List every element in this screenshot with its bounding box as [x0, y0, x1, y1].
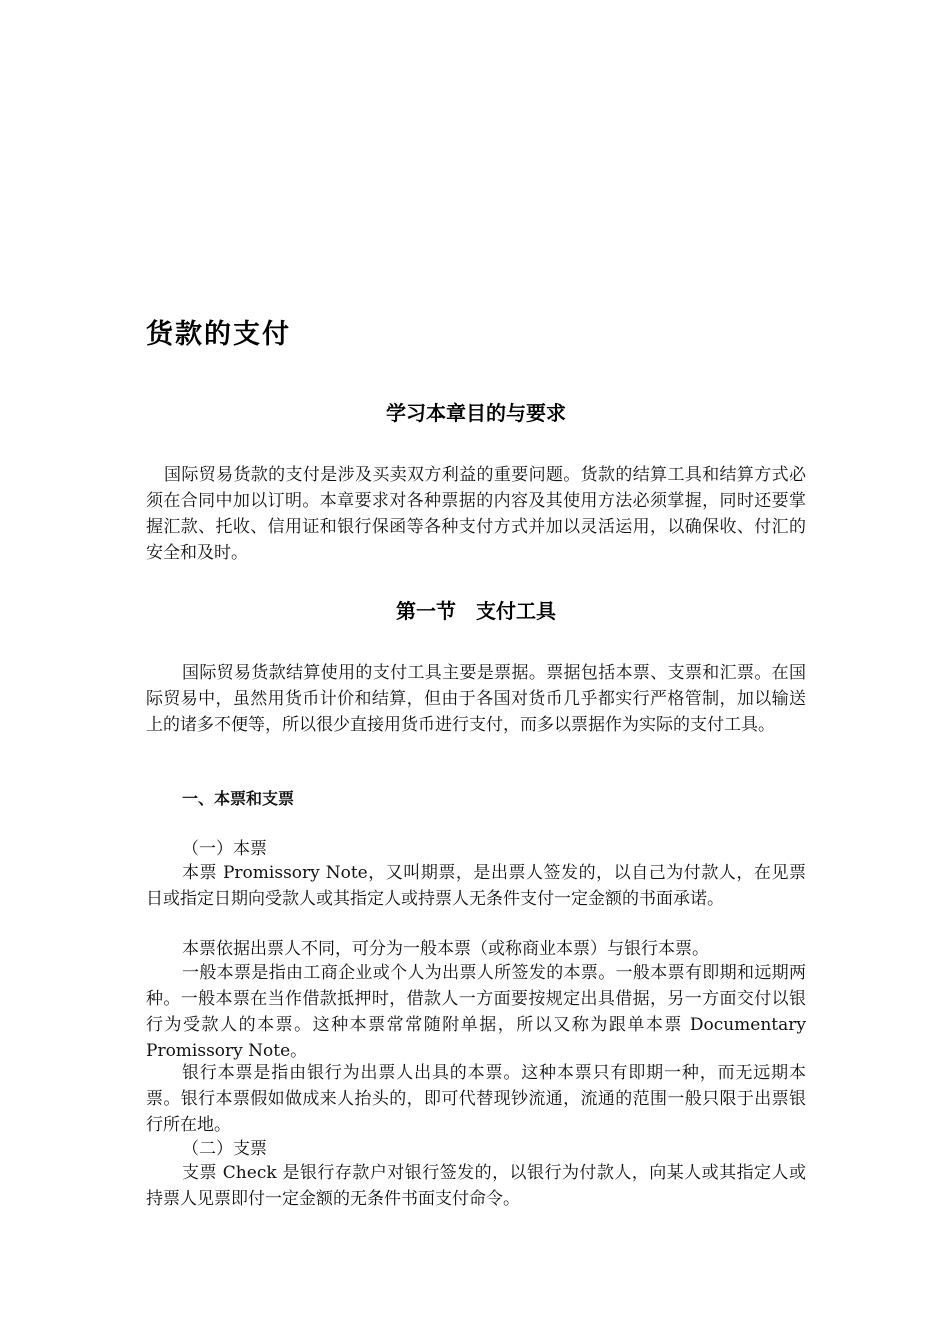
objectives-paragraph: 国际贸易货款的支付是涉及买卖双方利益的重要问题。货款的结算工具和结算方式必须在合同中加以订明。本章要求对各种票据的内容及其使用方法必须掌握，同时还要掌握汇款、托收、信用证和银行保函等各种支付方式并加以灵活运用，以确保收、付汇的安全和及时。	[146, 465, 806, 563]
subsection-heading: 一、本票和支票	[182, 789, 295, 808]
section-intro-paragraph: 国际贸易货款结算使用的支付工具主要是票据。票据包括本票、支票和汇票。在国际贸易中，虽然用货币计价和结算，但由于各国对货币几乎都实行严格管制，加以输送上的诸多不便等，所以很少直接用货币进行支付，而多以票据作为实际的支付工具。	[146, 663, 806, 735]
chapter-title: 货款的支付	[146, 319, 291, 350]
objectives-heading: 学习本章目的与要求	[386, 401, 566, 425]
check-paragraph-1: 支票 Check 是银行存款户对银行签发的，以银行为付款人，向某人或其指定人或持票人见票即付一定金额的无条件书面支付命令。	[146, 1163, 806, 1209]
promissory-note-paragraph-4: 银行本票是指由银行为出票人出具的本票。这种本票只有即期一种，而无远期本票。银行本票假如做成来人抬头的，即可代替现钞流通，流通的范围一般只限于出票银行所在地。	[146, 1063, 806, 1135]
item-label-check: （二）支票	[182, 1139, 267, 1159]
item-label-promissory-note: （一）本票	[182, 839, 267, 859]
promissory-note-paragraph-2: 本票依据出票人不同，可分为一般本票（或称商业本票）与银行本票。	[182, 939, 709, 959]
promissory-note-paragraph-3: 一般本票是指由工商企业或个人为出票人所签发的本票。一般本票有即期和远期两种。一般本票在当作借款抵押时，借款人一方面要按规定出具借据，另一方面交付以银行为受款人的本票。这种本票常常随附单据，所以又称为跟单本票 Documentary Promissory Note。	[146, 963, 806, 1061]
section-heading: 第一节 支付工具	[396, 599, 556, 623]
promissory-note-paragraph-1: 本票 Promissory Note，又叫期票，是出票人签发的，以自己为付款人，在见票日或指定日期向受款人或其指定人或持票人无条件支付一定金额的书面承诺。	[146, 863, 806, 909]
